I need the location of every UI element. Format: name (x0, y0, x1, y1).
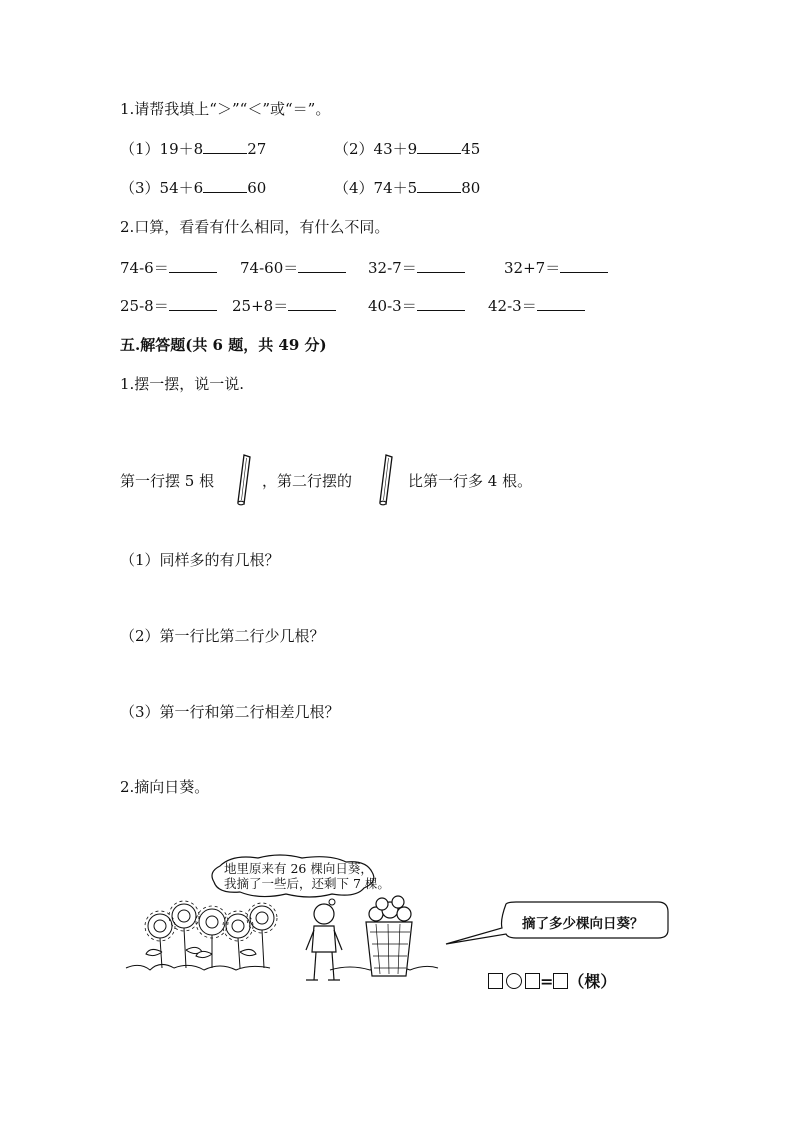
calc-item (488, 295, 585, 316)
compare-item-3 (120, 177, 266, 198)
s5-q1-line-a: 第一行摆 5 根 (120, 472, 215, 490)
compare-item-1 (120, 138, 266, 159)
compare-item-2 (334, 138, 480, 159)
sub-question-3: （3）第一行和第二行相差几根？ (120, 703, 340, 721)
answer-blank[interactable] (417, 139, 461, 154)
q1-title: 1.请帮我填上“＞”“＜”或“＝”。 (120, 100, 331, 118)
calc-expr: 74-60＝ (240, 259, 299, 277)
callout-question: 摘了多少棵向日葵？ (522, 916, 644, 932)
s5-q1-title: 1.摆一摆，说一说. (120, 375, 245, 393)
answer-blank[interactable] (417, 258, 465, 273)
answer-blank[interactable] (203, 178, 247, 193)
stick-icon (234, 452, 254, 508)
compare-left: （1）19＋8 (120, 140, 204, 158)
answer-blank[interactable] (203, 139, 247, 154)
answer-box[interactable] (488, 973, 503, 989)
calc-item (368, 295, 465, 316)
answer-template (488, 969, 616, 992)
calc-expr: 40-3＝ (368, 297, 417, 315)
answer-blank[interactable] (417, 178, 461, 193)
q2-title: 2.口算，看看有什么相同，有什么不同。 (120, 218, 390, 236)
compare-right: 60 (247, 179, 267, 197)
calc-item (120, 257, 217, 278)
answer-blank[interactable] (560, 258, 608, 273)
calc-expr: 74-6＝ (120, 259, 169, 277)
answer-box[interactable] (553, 973, 568, 989)
answer-blank[interactable] (417, 296, 465, 311)
answer-blank[interactable] (288, 296, 336, 311)
answer-blank[interactable] (298, 258, 346, 273)
stick-icon (376, 452, 396, 508)
calc-item (504, 257, 608, 278)
s5-q2-title: 2.摘向日葵。 (120, 778, 210, 796)
compare-left: （2）43＋9 (334, 140, 418, 158)
bubble-line-2: 我摘了一些后，还剩下 7 棵。 (224, 876, 390, 891)
equals-sign: = (540, 972, 554, 991)
calc-item (120, 295, 217, 316)
calc-expr: 25+8＝ (232, 297, 289, 315)
sub-question-1: （1）同样多的有几根？ (120, 551, 280, 569)
calc-expr: 32+7＝ (504, 259, 561, 277)
s5-q1-line-c: 比第一行多 4 根。 (408, 472, 533, 490)
calc-item (240, 257, 346, 278)
compare-item-4 (334, 177, 480, 198)
calc-expr: 25-8＝ (120, 297, 169, 315)
thought-bubble-text (224, 861, 390, 891)
section-heading: 五.解答题(共 6 题，共 49 分) (120, 336, 327, 354)
compare-left: （3）54＋6 (120, 179, 204, 197)
compare-right: 27 (247, 140, 267, 158)
answer-blank[interactable] (537, 296, 585, 311)
bubble-line-1: 地里原来有 26 棵向日葵， (224, 861, 373, 876)
calc-item (368, 257, 465, 278)
calc-expr: 32-7＝ (368, 259, 417, 277)
operator-circle[interactable] (506, 973, 522, 989)
compare-right: 80 (461, 179, 481, 197)
answer-blank[interactable] (169, 258, 217, 273)
calc-expr: 42-3＝ (488, 297, 537, 315)
answer-box[interactable] (525, 973, 540, 989)
answer-blank[interactable] (169, 296, 217, 311)
s5-q1-line-b: ，第二行摆的 (262, 472, 353, 490)
calc-item (232, 295, 336, 316)
sub-question-2: （2）第一行比第二行少几根？ (120, 627, 325, 645)
unit-label: （棵） (568, 972, 617, 991)
compare-left: （4）74＋5 (334, 179, 418, 197)
compare-right: 45 (461, 140, 481, 158)
